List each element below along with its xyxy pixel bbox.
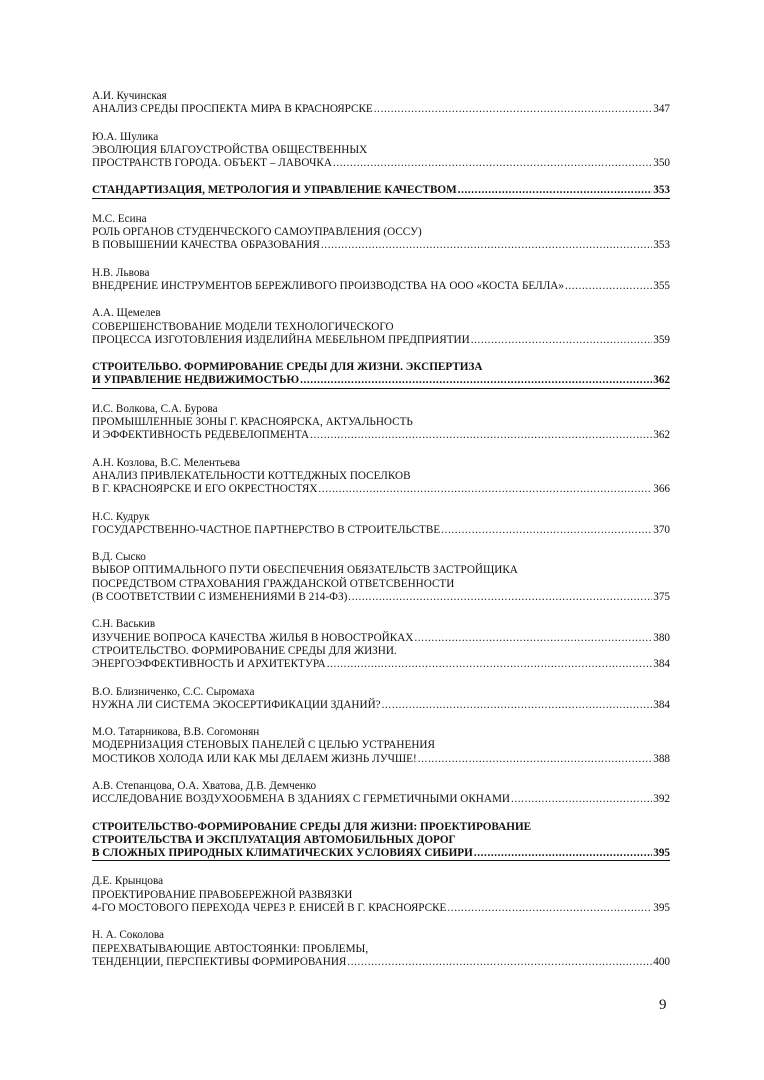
entry-title-line: ВНЕДРЕНИЕ ИНСТРУМЕНТОВ БЕРЕЖЛИВОГО ПРОИЗВОДСТВА НА ООО «КОСТА БЕЛЛА»: [92, 279, 564, 292]
toc-entry: [92, 618, 670, 671]
entry-title-line: ПЕРЕХВАТЫВАЮЩИЕ АВТОСТОЯНКИ: ПРОБЛЕМЫ,: [92, 942, 369, 955]
entry-authors: Н. А. Соколова: [92, 929, 164, 942]
entry-page-number: 388: [653, 752, 670, 765]
toc-entry: [92, 875, 670, 915]
entry-title-line: ГОСУДАРСТВЕННО-ЧАСТНОЕ ПАРТНЕРСТВО В СТРОИТЕЛЬСТВЕ: [92, 523, 441, 536]
leader-dots: [414, 632, 652, 645]
leader-dots: [310, 429, 652, 442]
entry-page-number: 370: [653, 523, 670, 536]
entry-title-line: РОЛЬ ОРГАНОВ СТУДЕНЧЕСКОГО САМОУПРАВЛЕНИЯ (ОССУ): [92, 226, 422, 239]
entry-page-number: 353: [653, 184, 670, 197]
leader-dots: [348, 591, 652, 604]
entry-authors: В.О. Близниченко, С.С. Сыромаха: [92, 685, 255, 698]
entry-page-number: 359: [653, 333, 670, 346]
leader-dots: [327, 658, 653, 671]
entry-title-last-line: [92, 956, 670, 969]
entry-authors: А.В. Степанцова, О.А. Хватова, Д.В. Демченко: [92, 779, 317, 792]
entry-page-number: 355: [653, 279, 670, 292]
entry-authors: И.С. Волкова, С.А. Бурова: [92, 402, 218, 415]
entry-title-line: (В СООТВЕТСТВИИ С ИЗМЕНЕНИЯМИ В 214-ФЗ): [92, 591, 348, 604]
entry-page-number: 353: [653, 239, 670, 252]
toc-entry: [92, 457, 670, 497]
leader-dots: [418, 753, 652, 766]
entry-title-last-line: [92, 483, 670, 496]
entry-title-line: ПРОМЫШЛЕННЫЕ ЗОНЫ Г. КРАСНОЯРСКА, АКТУАЛЬНОСТЬ: [92, 416, 413, 429]
toc-entry: [92, 929, 670, 969]
toc-entry: [92, 267, 670, 294]
toc-entry: [92, 307, 670, 347]
entry-authors: Д.Е. Крынцова: [92, 875, 164, 888]
entry-title-line: И ЭФФЕКТИВНОСТЬ РЕДЕВЕЛОПМЕНТА: [92, 429, 310, 442]
entry-page-number: 395: [653, 847, 670, 860]
toc-entry: [92, 131, 670, 171]
entry-title-line: В СЛОЖНЫХ ПРИРОДНЫХ КЛИМАТИЧЕСКИХ УСЛОВИЯХ СИБИРИ: [92, 847, 473, 860]
entry-authors: Н.С. Кудрук: [92, 510, 150, 523]
entry-title-line: ПРОЕКТИРОВАНИЕ ПРАВОБЕРЕЖНОЙ РАЗВЯЗКИ: [92, 888, 353, 901]
toc-entry: [92, 403, 670, 443]
entry-page-number: 380: [653, 631, 670, 644]
leader-dots: [382, 699, 653, 712]
entry-title-line: СТАНДАРТИЗАЦИЯ, МЕТРОЛОГИЯ И УПРАВЛЕНИЕ КАЧЕСТВОМ: [92, 184, 457, 197]
entry-title-last-line: [92, 753, 670, 766]
entry-title-line: СТРОИТЕЛЬСТВА И ЭКСПЛУАТАЦИЯ АВТОМОБИЛЬНЫХ ДОРОГ: [92, 833, 456, 846]
toc-entry: [92, 726, 670, 766]
entry-title-line: 4-ГО МОСТОВОГО ПЕРЕХОДА ЧЕРЕЗ Р. ЕНИСЕЙ В Г. КРАСНОЯРСКЕ: [92, 902, 447, 915]
entry-title-last-line: [92, 280, 670, 293]
entry-title-line: ИССЛЕДОВАНИЕ ВОЗДУХООБМЕНА В ЗДАНИЯХ С ГЕРМЕТИЧНЫМИ ОКНАМИ: [92, 793, 510, 806]
entry-title-line: СТРОИТЕЛЬСТВО. ФОРМИРОВАНИЕ СРЕДЫ ДЛЯ ЖИЗНИ.: [92, 644, 397, 657]
toc-section-heading: [92, 184, 670, 198]
entry-title-line: МОДЕРНИЗАЦИЯ СТЕНОВЫХ ПАНЕЛЕЙ С ЦЕЛЬЮ УСТРАНЕНИЯ: [92, 739, 435, 752]
entry-title-last-line: [92, 157, 670, 170]
leader-dots: [565, 280, 652, 293]
entry-authors: Ю.А. Шулика: [92, 130, 159, 143]
entry-authors: В.Д. Сыско: [92, 551, 146, 564]
entry-page-number: 395: [653, 902, 670, 915]
entry-page-number: 347: [653, 103, 670, 116]
entry-title-line: В ПОВЫШЕНИИ КАЧЕСТВА ОБРАЗОВАНИЯ: [92, 239, 320, 252]
entry-title-last-line: [92, 334, 670, 347]
leader-dots: [300, 374, 652, 387]
entry-title-line: ТЕНДЕНЦИИ, ПЕРСПЕКТИВЫ ФОРМИРОВАНИЯ: [92, 955, 347, 968]
entry-title-last-line: [92, 103, 670, 116]
entry-title-line: ЭВОЛЮЦИЯ БЛАГОУСТРОЙСТВА ОБЩЕСТВЕННЫХ: [92, 143, 368, 156]
entry-page-number: 384: [653, 658, 670, 671]
entry-title-line: В Г. КРАСНОЯРСКЕ И ЕГО ОКРЕСТНОСТЯХ: [92, 483, 318, 496]
entry-title-line: ПРОЦЕССА ИЗГОТОВЛЕНИЯ ИЗДЕЛИЙНА МЕБЕЛЬНОМ ПРЕДПРИЯТИИ: [92, 333, 470, 346]
toc-section-heading: [92, 361, 670, 389]
entry-title-last-line: [92, 658, 670, 671]
entry-page-number: 392: [653, 793, 670, 806]
leader-dots: [447, 902, 652, 915]
toc-entry: [92, 551, 670, 604]
leader-dots: [374, 103, 652, 116]
entry-title-line: СТРОИТЕЛЬСТВО-ФОРМИРОВАНИЕ СРЕДЫ ДЛЯ ЖИЗНИ: ПРОЕКТИРОВАНИЕ: [92, 820, 532, 833]
entry-page-number: 362: [653, 374, 670, 387]
entry-title-last-line: [92, 239, 670, 252]
leader-dots: [441, 524, 652, 537]
leader-dots: [474, 847, 652, 860]
entry-title-last-line: [92, 699, 670, 712]
leader-dots: [458, 184, 653, 197]
entry-title-line: СТРОИТЕЛЬВО. ФОРМИРОВАНИЕ СРЕДЫ ДЛЯ ЖИЗНИ. ЭКСПЕРТИЗА: [92, 361, 483, 374]
toc-entry: [92, 780, 670, 807]
entry-title-last-line: [92, 902, 670, 915]
entry-page-number: 375: [653, 591, 670, 604]
entry-authors: А.А. Щемелев: [92, 307, 161, 320]
entry-authors: М.О. Татарникова, В.В. Согомонян: [92, 726, 260, 739]
entry-title-last-line: [92, 793, 670, 806]
entry-title-line: АНАЛИЗ СРЕДЫ ПРОСПЕКТА МИРА В КРАСНОЯРСКЕ: [92, 103, 373, 116]
entry-page-number: 400: [653, 955, 670, 968]
entry-page-number: 362: [653, 429, 670, 442]
leader-dots: [347, 956, 652, 969]
entry-title-line: НУЖНА ЛИ СИСТЕМА ЭКОСЕРТИФИКАЦИИ ЗДАНИЙ?: [92, 698, 381, 711]
leader-dots: [333, 157, 652, 170]
entry-title-last-line: [92, 632, 670, 645]
entry-page-number: 366: [653, 483, 670, 496]
entry-title-line: ВЫБОР ОПТИМАЛЬНОГО ПУТИ ОБЕСПЕЧЕНИЯ ОБЯЗАТЕЛЬСТВ ЗАСТРОЙЩИКА: [92, 564, 518, 577]
entry-title-line: АНАЛИЗ ПРИВЛЕКАТЕЛЬНОСТИ КОТТЕДЖНЫХ ПОСЕЛКОВ: [92, 469, 411, 482]
entry-title-line: И УПРАВЛЕНИЕ НЕДВИЖИМОСТЬЮ: [92, 374, 300, 387]
entry-authors: А.Н. Козлова, В.С. Мелентьева: [92, 456, 241, 469]
toc-entry: [92, 90, 670, 117]
entry-title-line: ПОСРЕДСТВОМ СТРАХОВАНИЯ ГРАЖДАНСКОЙ ОТВЕТСВЕННОСТИ: [92, 577, 455, 590]
entry-page-number: 350: [653, 157, 670, 170]
table-of-contents: [92, 90, 670, 983]
toc-section-heading: [92, 821, 670, 862]
entry-title-line: ПРОСТРАНСТВ ГОРОДА. ОБЪЕКТ – ЛАВОЧКА: [92, 157, 332, 170]
entry-title-last-line: [92, 374, 670, 388]
entry-authors: А.И. Кучинская: [92, 90, 167, 102]
entry-title-line: ЭНЕРГОЭФФЕКТИВНОСТЬ И АРХИТЕКТУРА: [92, 658, 326, 671]
entry-authors: М.С. Есина: [92, 212, 147, 225]
entry-title-line: СОВЕРШЕНСТВОВАНИЕ МОДЕЛИ ТЕХНОЛОГИЧЕСКОГО: [92, 320, 394, 333]
entry-authors: С.Н. Васькив: [92, 618, 156, 631]
entry-authors: Н.В. Львова: [92, 266, 150, 279]
leader-dots: [318, 483, 652, 496]
toc-entry: [92, 511, 670, 538]
entry-title-last-line: [92, 524, 670, 537]
page-number: 9: [659, 997, 667, 1013]
entry-title-line: ИЗУЧЕНИЕ ВОПРОСА КАЧЕСТВА ЖИЛЬЯ В НОВОСТРОЙКАХ: [92, 631, 414, 644]
leader-dots: [511, 793, 652, 806]
entry-title-last-line: [92, 591, 670, 604]
entry-title-last-line: [92, 429, 670, 442]
toc-entry: [92, 686, 670, 713]
leader-dots: [471, 334, 653, 347]
entry-title-line: МОСТИКОВ ХОЛОДА ИЛИ КАК МЫ ДЕЛАЕМ ЖИЗНЬ ЛУЧШЕ!: [92, 752, 417, 765]
leader-dots: [321, 239, 652, 252]
entry-page-number: 384: [653, 698, 670, 711]
toc-entry: [92, 213, 670, 253]
entry-title-last-line: [92, 847, 670, 861]
entry-title-last-line: [92, 184, 670, 198]
